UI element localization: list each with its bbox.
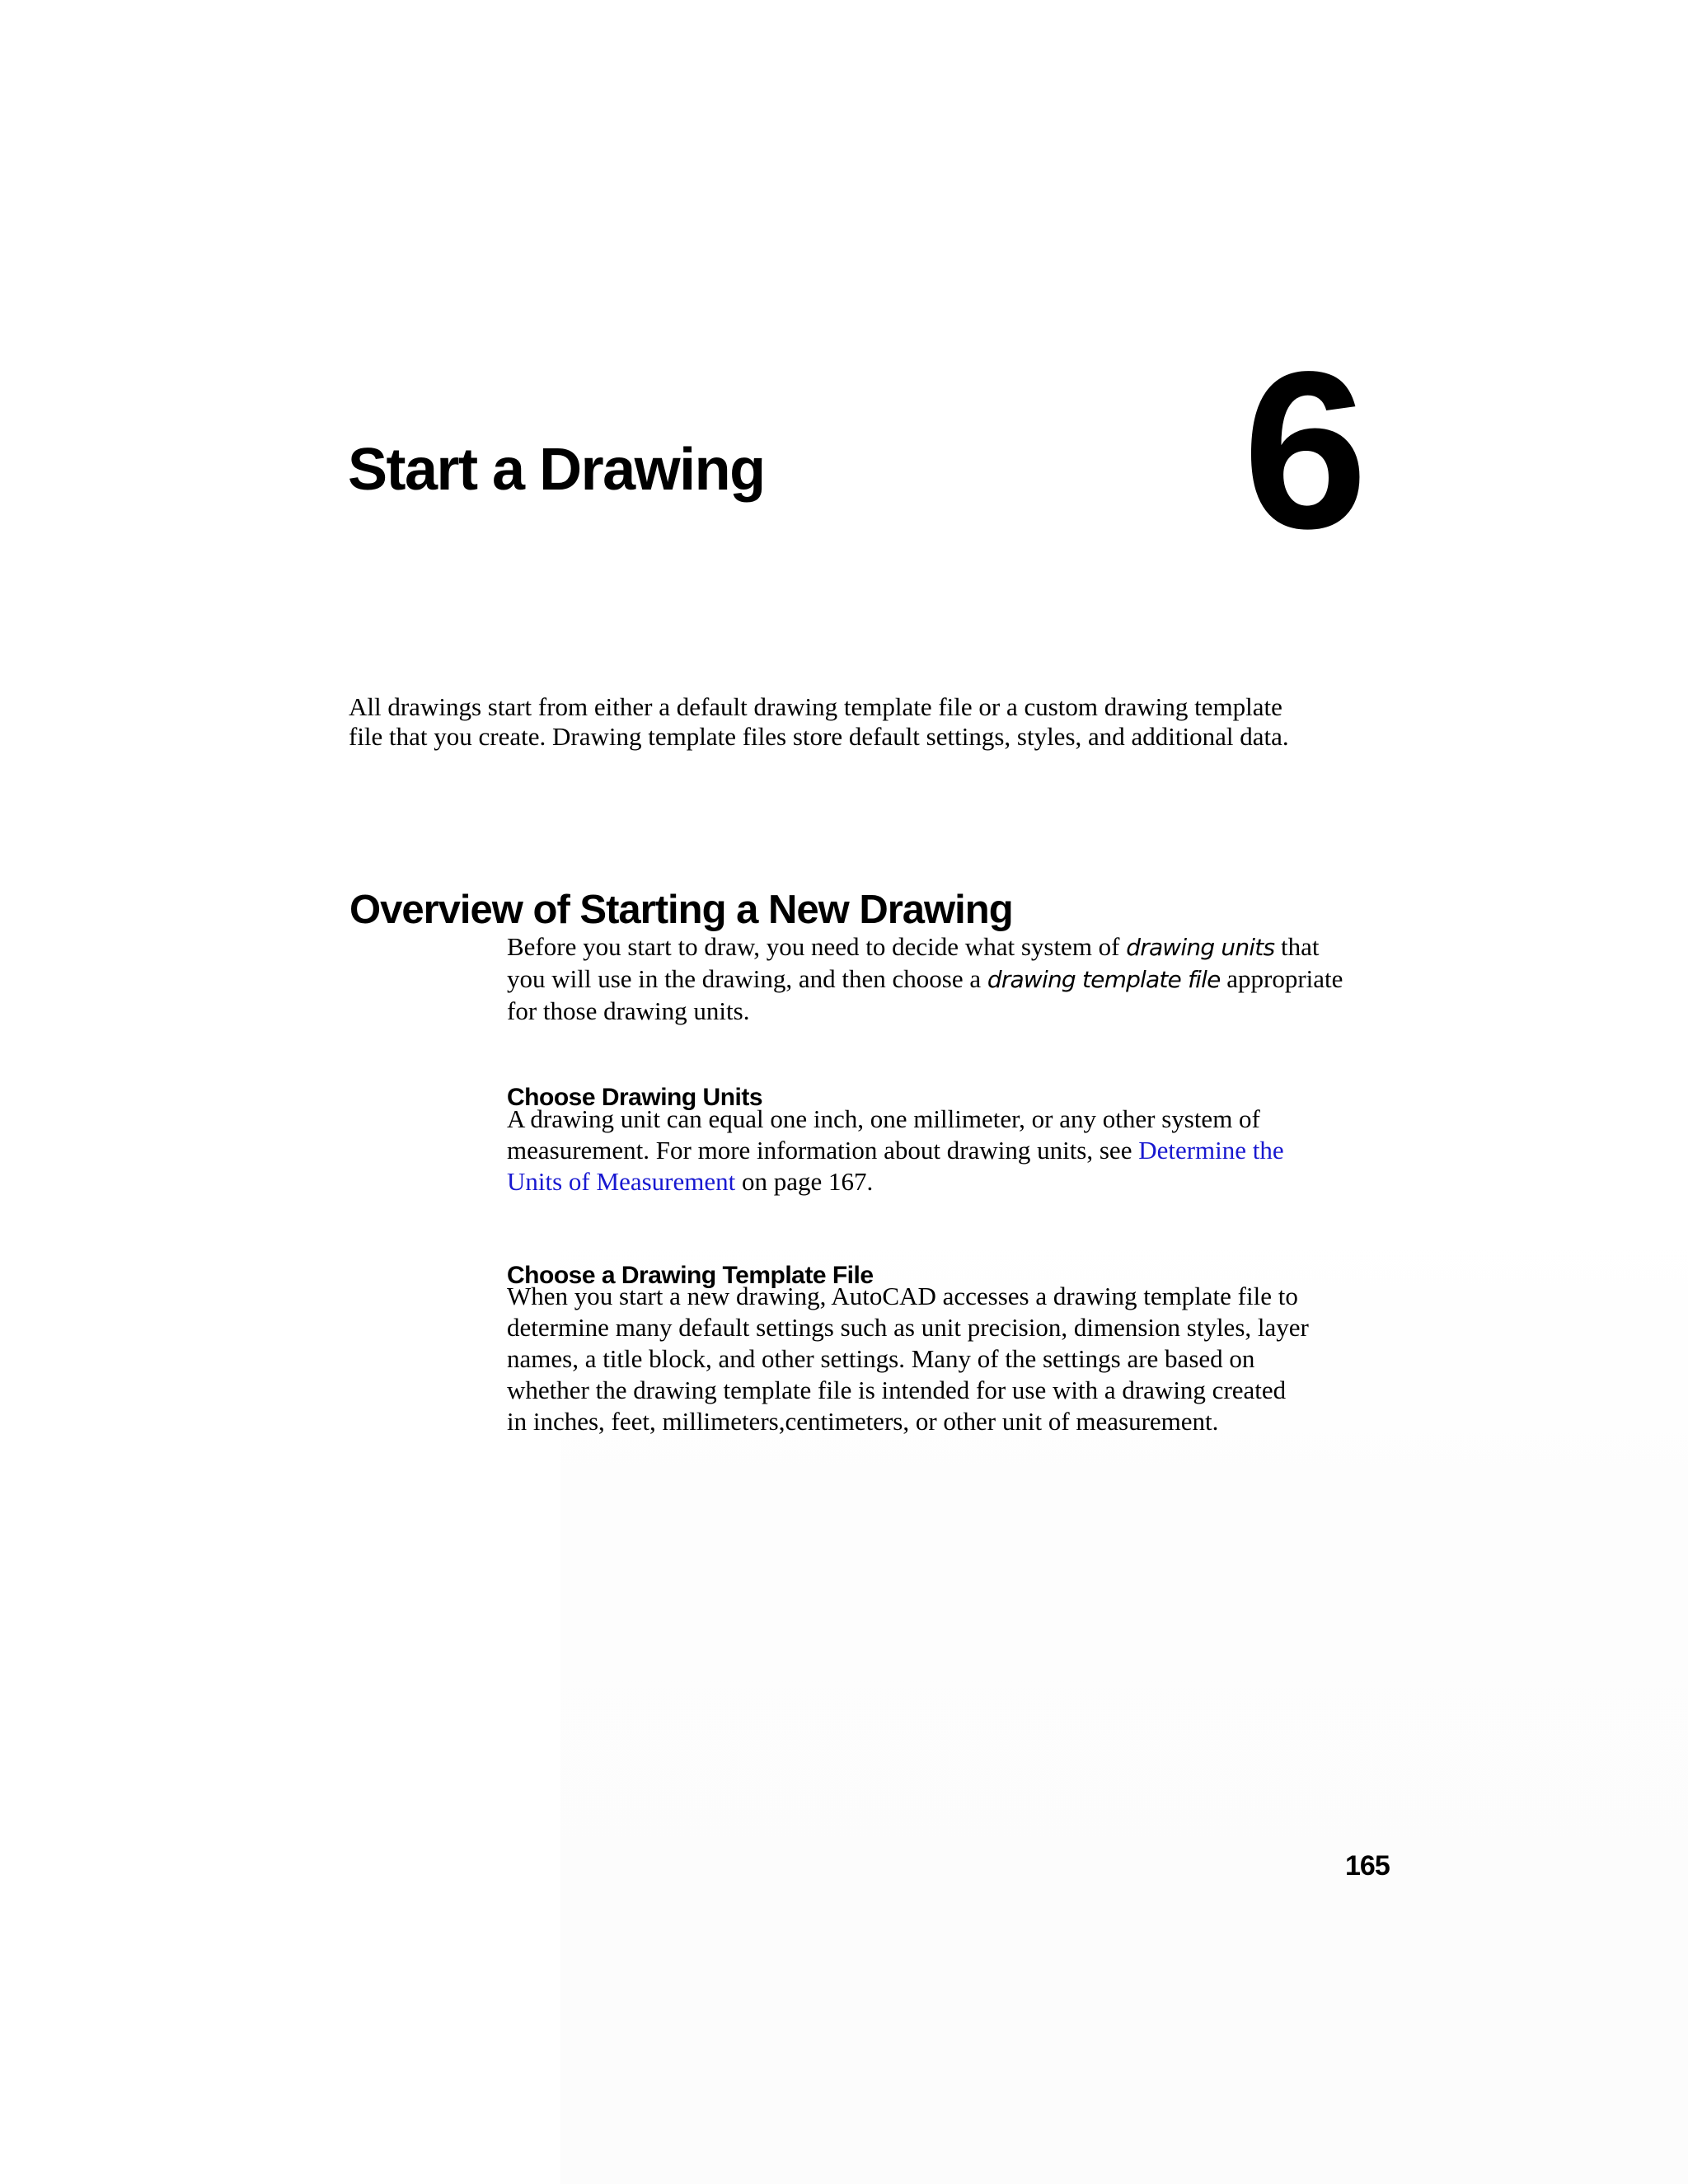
paragraph-line: in inches, feet, millimeters,centimeters, or other unit of measurement. [507, 1407, 1219, 1436]
text-run: you will use in the drawing, and then choose a [507, 964, 987, 993]
text-run: on page 167. [735, 1167, 874, 1196]
emphasis-term: drawing units [1126, 934, 1275, 961]
paragraph-line: A drawing unit can equal one inch, one millimeter, or any other system of [507, 1104, 1260, 1133]
text-run: appropriate [1220, 964, 1343, 993]
chapter-title: Start a Drawing [348, 437, 765, 504]
subheading-choose-drawing-units: Choose Drawing Units [507, 1084, 763, 1111]
paragraph-line [507, 1166, 1422, 1197]
paragraph-line: When you start a new drawing, AutoCAD accesses a drawing template file to [507, 1282, 1298, 1310]
page-number: 165 [1345, 1850, 1390, 1882]
paragraph-line: whether the drawing template file is intended for use with a drawing created [507, 1376, 1287, 1404]
emphasis-term: drawing template file [987, 966, 1221, 993]
paragraph-line [507, 1135, 1422, 1166]
link-determine-units-of-measurement[interactable]: Determine the [1138, 1136, 1284, 1165]
paragraph-line: for those drawing units. [507, 996, 750, 1025]
paragraph-line: names, a title block, and other settings. Many of the settings are based on [507, 1344, 1255, 1373]
paragraph-line [507, 963, 1422, 996]
chapter-number: 6 [1243, 325, 1365, 575]
template-file-paragraph [507, 1281, 1422, 1437]
subheading-choose-template-file: Choose a Drawing Template File [507, 1262, 874, 1289]
paragraph-line [507, 931, 1422, 963]
drawing-units-paragraph [507, 1104, 1422, 1197]
text-run: measurement. For more information about drawing units, see [507, 1136, 1139, 1165]
intro-line: All drawings start from either a default drawing template file or a custom drawing template [349, 692, 1282, 721]
text-run: that [1274, 932, 1320, 961]
intro-paragraph [349, 692, 1420, 752]
paragraph-line: determine many default settings such as unit precision, dimension styles, layer [507, 1313, 1309, 1342]
text-run: Before you start to draw, you need to decide what system of [507, 932, 1127, 961]
overview-paragraph [507, 931, 1422, 1027]
link-determine-units-of-measurement[interactable]: Units of Measurement [507, 1167, 736, 1196]
intro-line: file that you create. Drawing template files store default settings, styles, and additional data. [349, 722, 1289, 751]
section-heading: Overview of Starting a New Drawing [349, 887, 1013, 932]
